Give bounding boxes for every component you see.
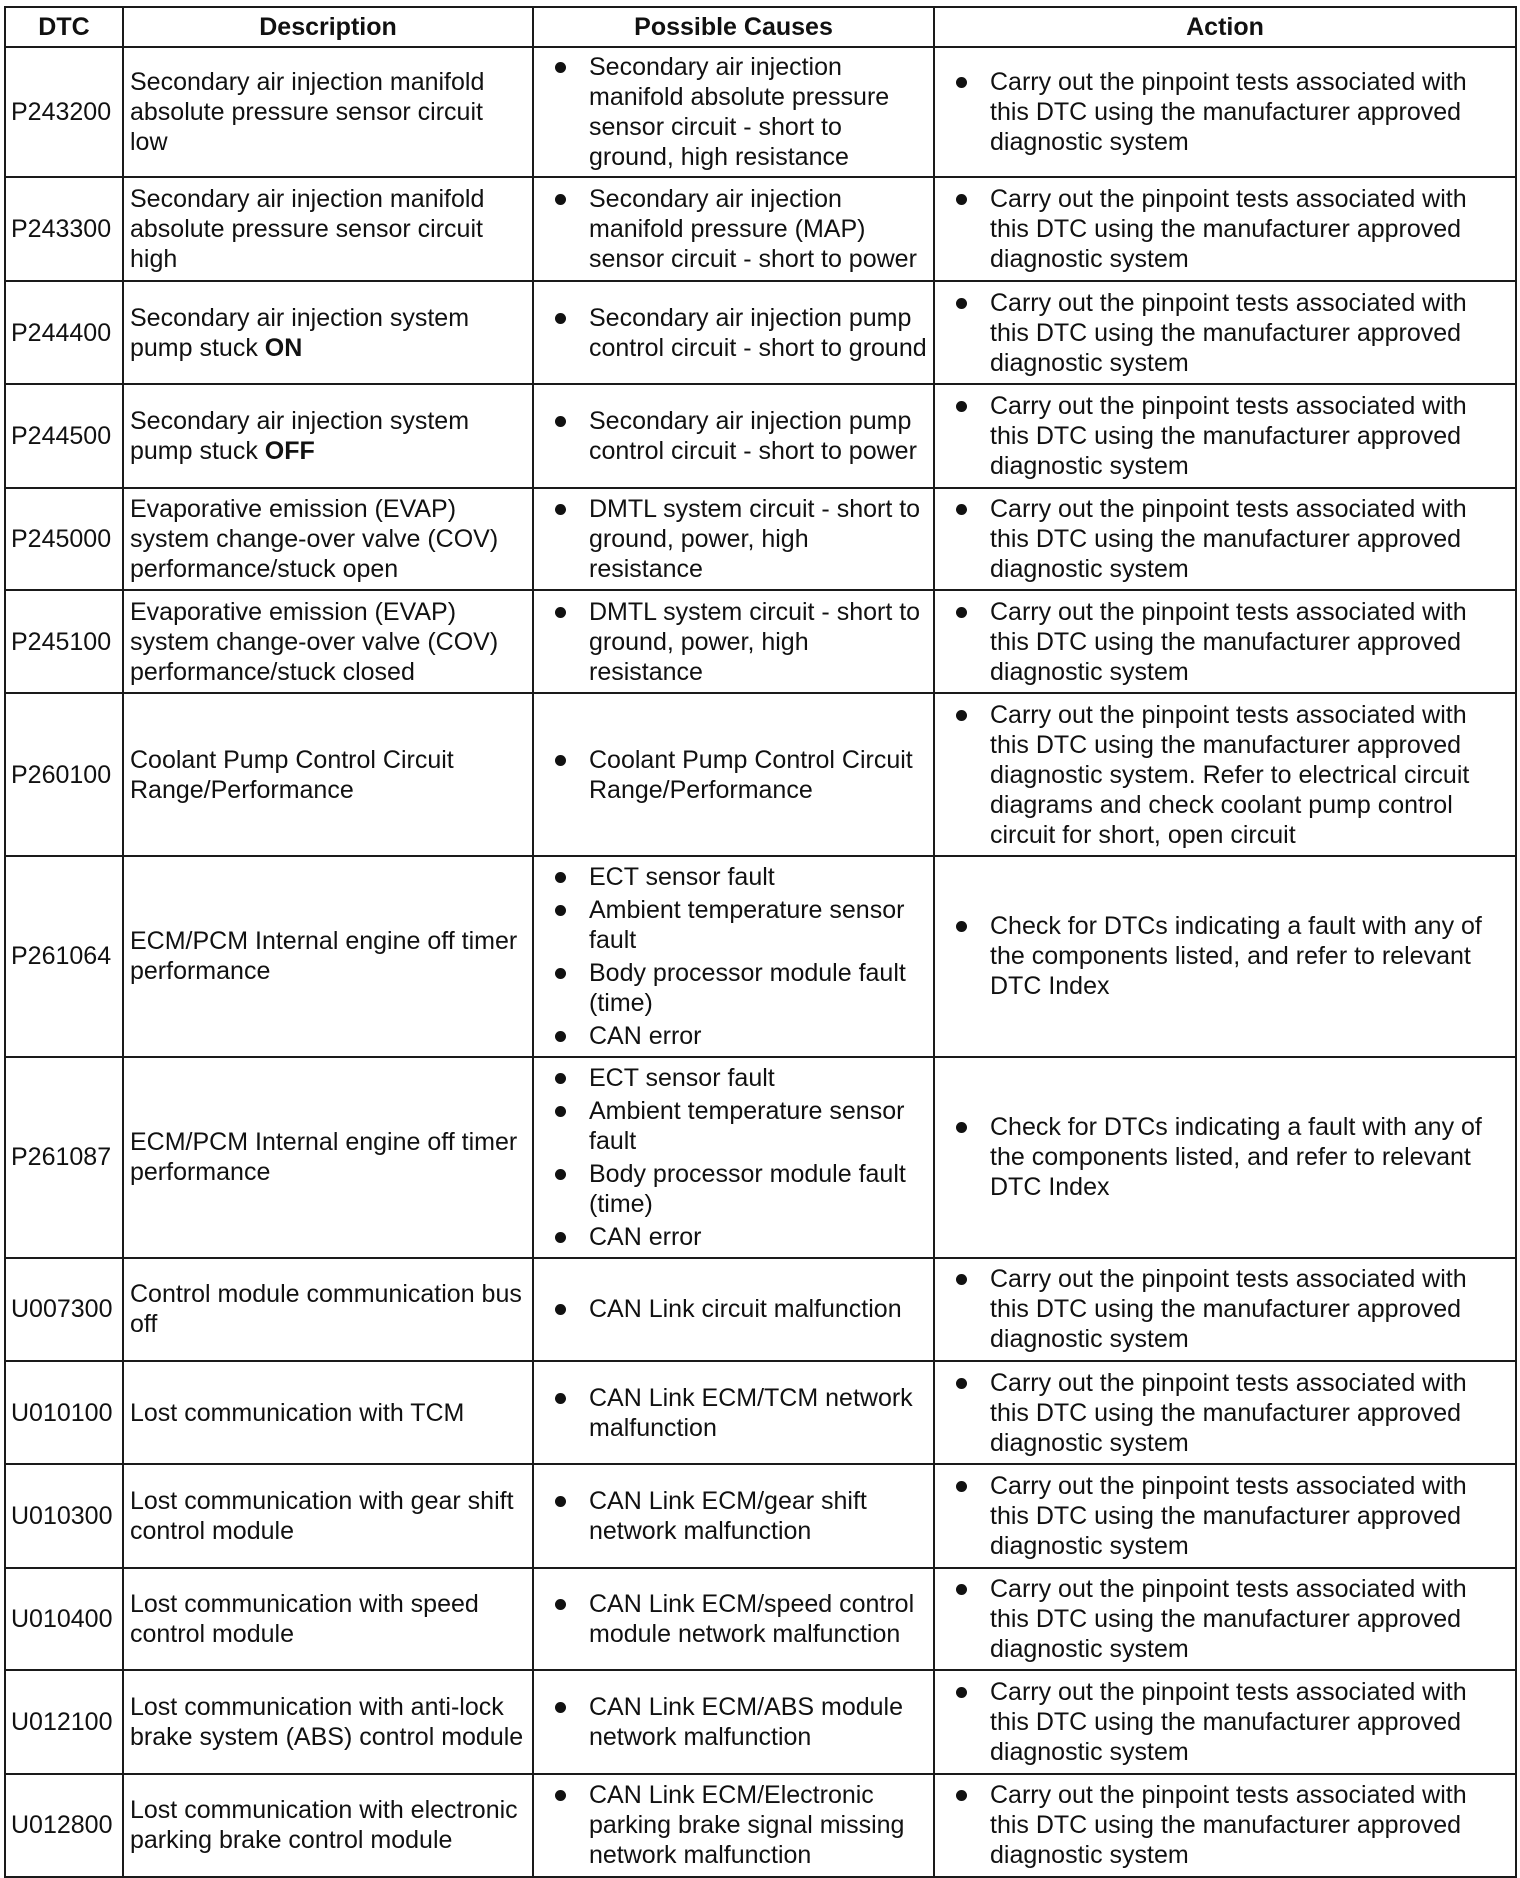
dtc-code: P261064: [5, 856, 123, 1057]
action-cell: [934, 1568, 1516, 1670]
table-row: [5, 856, 1516, 1057]
table-row: [5, 1258, 1516, 1361]
bullet-list: [540, 597, 927, 687]
possible-causes-cell: [533, 693, 934, 856]
action-item: Carry out the pinpoint tests associated with this DTC using the manufacturer approved diagnostic system: [990, 1368, 1509, 1458]
dtc-description: [123, 1361, 533, 1464]
table-row: [5, 1361, 1516, 1464]
action-item: Carry out the pinpoint tests associated with this DTC using the manufacturer approved diagnostic system: [990, 1264, 1509, 1354]
cause-item: DMTL system circuit - short to ground, power, high resistance: [589, 597, 927, 687]
dtc-code: P245000: [5, 488, 123, 590]
dtc-code: P260100: [5, 693, 123, 856]
bullet-list: [941, 597, 1509, 687]
bullet-list: [540, 745, 927, 805]
bullet-list: [540, 1692, 927, 1752]
action-item: Carry out the pinpoint tests associated with this DTC using the manufacturer approved diagnostic system: [990, 184, 1509, 274]
action-cell: [934, 1670, 1516, 1773]
bullet-list: [941, 1574, 1509, 1664]
dtc-code: P261087: [5, 1057, 123, 1258]
dtc-description: [123, 177, 533, 280]
description-text: ECM/PCM Internal engine off timer performance: [130, 1128, 518, 1187]
cause-item: Body processor module fault (time): [589, 1159, 927, 1219]
description-state: ON: [264, 333, 303, 362]
cause-item: Ambient temperature sensor fault: [589, 1096, 927, 1156]
action-item: Check for DTCs indicating a fault with any of the components listed, and refer to relevant DTC Index: [990, 1112, 1509, 1202]
action-item: Carry out the pinpoint tests associated with this DTC using the manufacturer approved diagnostic system: [990, 1471, 1509, 1561]
table-body: [5, 47, 1516, 1877]
cause-item: CAN Link ECM/ABS module network malfunction: [589, 1692, 927, 1752]
possible-causes-cell: [533, 384, 934, 487]
dtc-code: U010100: [5, 1361, 123, 1464]
bullet-list: [540, 1589, 927, 1649]
cause-item: Ambient temperature sensor fault: [589, 895, 927, 955]
header-row: [5, 7, 1516, 47]
description-text: Lost communication with TCM: [130, 1398, 465, 1427]
description-text: Secondary air injection manifold absolute pressure sensor circuit low: [130, 68, 485, 157]
table-row: [5, 1057, 1516, 1258]
cause-item: ECT sensor fault: [589, 1063, 927, 1093]
action-cell: [934, 47, 1516, 177]
action-cell: [934, 693, 1516, 856]
table-row: [5, 1464, 1516, 1567]
action-cell: [934, 177, 1516, 280]
dtc-code: P244500: [5, 384, 123, 487]
cause-item: CAN Link ECM/TCM network malfunction: [589, 1383, 927, 1443]
cause-item: ECT sensor fault: [589, 862, 927, 892]
dtc-table: [4, 6, 1517, 1878]
description-text: Lost communication with electronic parking brake control module: [130, 1796, 518, 1855]
description-text: Secondary air injection system pump stuck: [130, 303, 470, 362]
bullet-list: [941, 1368, 1509, 1458]
cause-item: Secondary air injection manifold absolute pressure sensor circuit - short to ground, high resistance: [589, 52, 927, 172]
bullet-list: [540, 862, 927, 1051]
bullet-list: [941, 288, 1509, 378]
bullet-list: [540, 52, 927, 172]
possible-causes-cell: [533, 1361, 934, 1464]
description-text: Evaporative emission (EVAP) system change-over valve (COV) performance/stuck open: [130, 494, 499, 583]
cause-item: CAN Link ECM/speed control module network malfunction: [589, 1589, 927, 1649]
cause-item: CAN Link ECM/gear shift network malfunction: [589, 1486, 927, 1546]
description-text: Evaporative emission (EVAP) system change-over valve (COV) performance/stuck closed: [130, 597, 499, 686]
table-row: [5, 693, 1516, 856]
action-item: Carry out the pinpoint tests associated with this DTC using the manufacturer approved diagnostic system: [990, 288, 1509, 378]
table-row: [5, 384, 1516, 487]
cause-item: Coolant Pump Control Circuit Range/Performance: [589, 745, 927, 805]
bullet-list: [941, 184, 1509, 274]
table-row: [5, 590, 1516, 693]
dtc-description: [123, 1670, 533, 1773]
cause-item: Secondary air injection pump control circuit - short to ground: [589, 303, 927, 362]
action-item: Carry out the pinpoint tests associated with this DTC using the manufacturer approved diagnostic system: [990, 1780, 1509, 1870]
bullet-list: [540, 406, 927, 466]
cause-item: CAN error: [589, 1222, 927, 1252]
bullet-list: [540, 184, 927, 274]
dtc-description: [123, 47, 533, 177]
description-text: Lost communication with anti-lock brake system (ABS) control module: [130, 1692, 524, 1751]
bullet-list: [540, 1383, 927, 1443]
dtc-description: [123, 384, 533, 487]
possible-causes-cell: [533, 1774, 934, 1877]
dtc-description: [123, 1258, 533, 1361]
dtc-code: U012800: [5, 1774, 123, 1877]
dtc-code: P243300: [5, 177, 123, 280]
bullet-list: [941, 391, 1509, 481]
description-text: ECM/PCM Internal engine off timer performance: [130, 927, 518, 986]
description-text: Coolant Pump Control Circuit Range/Performance: [130, 745, 454, 804]
cause-item: CAN Link circuit malfunction: [589, 1294, 927, 1324]
possible-causes-cell: [533, 488, 934, 590]
cause-item: Secondary air injection manifold pressure (MAP) sensor circuit - short to power: [589, 184, 927, 274]
possible-causes-cell: [533, 1568, 934, 1670]
bullet-list: [540, 494, 927, 584]
bullet-list: [941, 1471, 1509, 1561]
dtc-description: [123, 488, 533, 590]
action-cell: [934, 1057, 1516, 1258]
bullet-list: [941, 1677, 1509, 1767]
possible-causes-cell: [533, 1057, 934, 1258]
description-text: Secondary air injection system pump stuck: [130, 406, 470, 465]
possible-causes-cell: [533, 47, 934, 177]
cause-item: Secondary air injection pump control circuit - short to power: [589, 406, 927, 466]
dtc-code: U012100: [5, 1670, 123, 1773]
description-state: OFF: [264, 436, 315, 465]
bullet-list: [941, 1264, 1509, 1354]
action-cell: [934, 488, 1516, 590]
action-item: Carry out the pinpoint tests associated with this DTC using the manufacturer approved diagnostic system. Refer to electrical circuit diagrams and check coolant pump control circuit for short, open circuit: [990, 700, 1509, 850]
possible-causes-cell: [533, 856, 934, 1057]
dtc-description: [123, 590, 533, 693]
bullet-list: [540, 1780, 927, 1870]
cause-item: CAN Link ECM/Electronic parking brake signal missing network malfunction: [589, 1780, 927, 1870]
action-cell: [934, 384, 1516, 487]
action-item: Carry out the pinpoint tests associated with this DTC using the manufacturer approved diagnostic system: [990, 1574, 1509, 1664]
bullet-list: [540, 1294, 927, 1324]
possible-causes-cell: [533, 590, 934, 693]
table-row: [5, 177, 1516, 280]
description-text: Control module communication bus off: [130, 1280, 522, 1339]
bullet-list: [941, 700, 1509, 850]
table-row: [5, 1774, 1516, 1877]
bullet-list: [941, 1112, 1509, 1202]
action-cell: [934, 1258, 1516, 1361]
action-cell: [934, 1361, 1516, 1464]
cause-item: Body processor module fault (time): [589, 958, 927, 1018]
possible-causes-cell: [533, 1670, 934, 1773]
action-cell: [934, 281, 1516, 384]
dtc-code: U007300: [5, 1258, 123, 1361]
description-text: Secondary air injection manifold absolute pressure sensor circuit high: [130, 185, 485, 274]
dtc-description: [123, 856, 533, 1057]
table-row: [5, 488, 1516, 590]
header-possible-causes: Possible Causes: [533, 7, 934, 47]
header-dtc: DTC: [5, 7, 123, 47]
possible-causes-cell: [533, 1464, 934, 1567]
bullet-list: [941, 1780, 1509, 1870]
possible-causes-cell: [533, 1258, 934, 1361]
cause-item: CAN error: [589, 1021, 927, 1051]
dtc-code: P243200: [5, 47, 123, 177]
dtc-code: U010400: [5, 1568, 123, 1670]
bullet-list: [941, 67, 1509, 157]
dtc-code: P245100: [5, 590, 123, 693]
dtc-description: [123, 1057, 533, 1258]
dtc-description: [123, 1568, 533, 1670]
dtc-description: [123, 281, 533, 384]
possible-causes-cell: [533, 281, 934, 384]
dtc-description: [123, 1464, 533, 1567]
action-cell: [934, 856, 1516, 1057]
action-item: Carry out the pinpoint tests associated with this DTC using the manufacturer approved diagnostic system: [990, 597, 1509, 687]
bullet-list: [941, 911, 1509, 1001]
table-row: [5, 1670, 1516, 1773]
action-cell: [934, 1464, 1516, 1567]
header-action: Action: [934, 7, 1516, 47]
dtc-code: P244400: [5, 281, 123, 384]
action-item: Carry out the pinpoint tests associated with this DTC using the manufacturer approved diagnostic system: [990, 67, 1509, 157]
action-item: Check for DTCs indicating a fault with any of the components listed, and refer to relevant DTC Index: [990, 911, 1509, 1001]
action-cell: [934, 590, 1516, 693]
bullet-list: [540, 303, 927, 363]
bullet-list: [540, 1486, 927, 1546]
bullet-list: [941, 494, 1509, 584]
description-text: Lost communication with speed control module: [130, 1589, 479, 1648]
cause-item: DMTL system circuit - short to ground, power, high resistance: [589, 494, 927, 584]
possible-causes-cell: [533, 177, 934, 280]
action-item: Carry out the pinpoint tests associated with this DTC using the manufacturer approved diagnostic system: [990, 1677, 1509, 1767]
bullet-list: [540, 1063, 927, 1252]
action-item: Carry out the pinpoint tests associated with this DTC using the manufacturer approved diagnostic system: [990, 391, 1509, 481]
table-row: [5, 281, 1516, 384]
table-row: [5, 1568, 1516, 1670]
header-description: Description: [123, 7, 533, 47]
action-cell: [934, 1774, 1516, 1877]
description-text: Lost communication with gear shift control module: [130, 1487, 514, 1546]
dtc-description: [123, 1774, 533, 1877]
action-item: Carry out the pinpoint tests associated with this DTC using the manufacturer approved diagnostic system: [990, 494, 1509, 584]
dtc-code: U010300: [5, 1464, 123, 1567]
dtc-description: [123, 693, 533, 856]
table-row: [5, 47, 1516, 177]
